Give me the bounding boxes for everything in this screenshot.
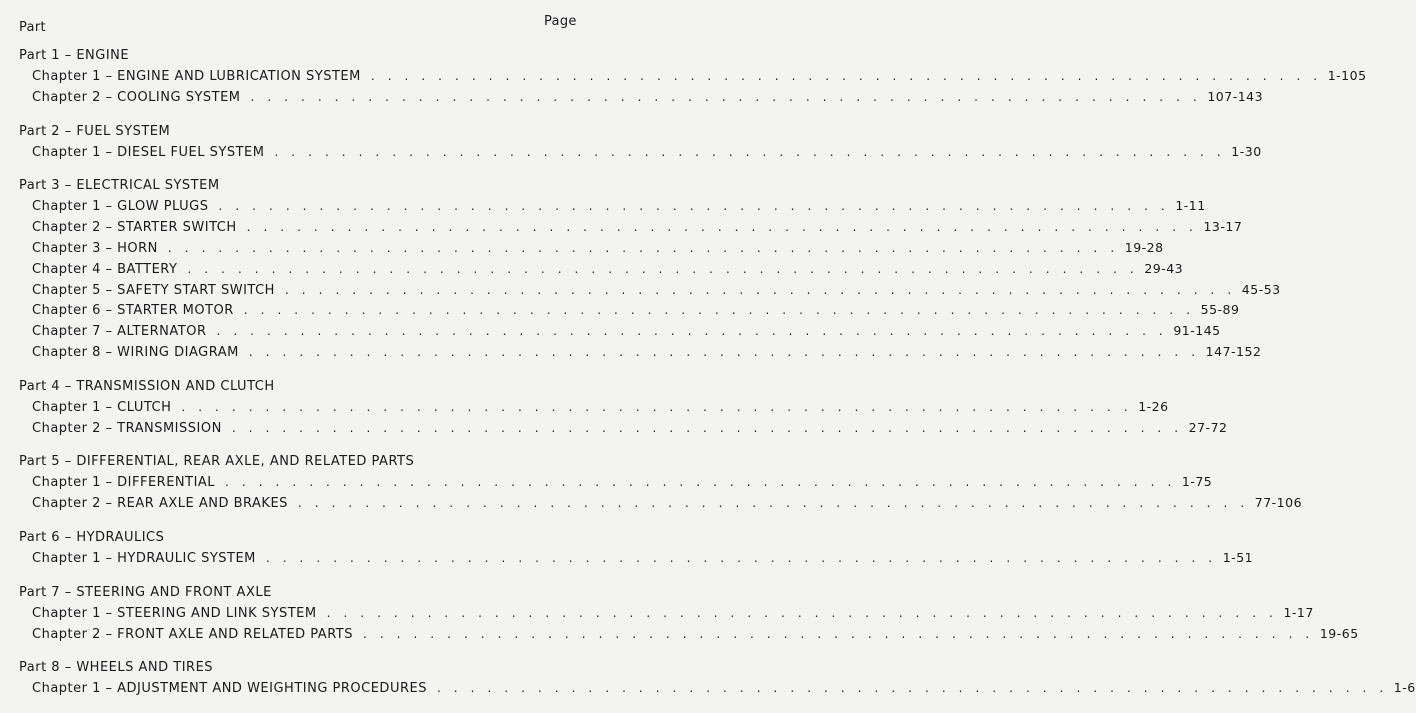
chapter-entry [19, 87, 1264, 108]
chapter-page-range: 147-152 [1205, 343, 1262, 359]
chapter-entry [19, 548, 1254, 569]
part-title: Part 7 – STEERING AND FRONT AXLE [19, 584, 272, 600]
chapter-page-range: 1-51 [1222, 549, 1254, 565]
toc-part [19, 583, 1359, 645]
part-column-header: Part [19, 20, 46, 35]
chapter-entry [19, 603, 1314, 624]
part-title: Part 8 – WHEELS AND TIRES [19, 660, 214, 676]
chapter-entry [19, 624, 1359, 645]
dot-leader: . . . . . . . . . . . . . . . . . . . . . . . . . . . . . . . . . . . . . . . . . . . . . . . . . . . . . . . . . [274, 144, 1226, 159]
page-column-header: Page [544, 14, 577, 29]
chapter-label: Chapter 8 – WIRING DIAGRAM [32, 344, 239, 360]
chapter-page-range: 29-43 [1144, 260, 1184, 276]
chapter-label: Chapter 6 – STARTER MOTOR [32, 303, 234, 319]
dot-leader: . . . . . . . . . . . . . . . . . . . . . . . . . . . . . . . . . . . . . . . . . . . . . . . . . . . . . . . . . [243, 303, 1195, 318]
dot-leader: . . . . . . . . . . . . . . . . . . . . . . . . . . . . . . . . . . . . . . . . . . . . . . . . . . . . . . . . . [248, 344, 1200, 359]
part-title: Part 4 – TRANSMISSION AND CLUTCH [19, 378, 275, 394]
chapter-entry [19, 493, 1303, 514]
dot-leader: . . . . . . . . . . . . . . . . . . . . . . . . . . . . . . . . . . . . . . . . . . . . . . . . . . . . . . . . . [181, 399, 1133, 414]
chapter-label: Chapter 1 – DIESEL FUEL SYSTEM [32, 144, 265, 160]
chapter-entry [19, 142, 1262, 163]
chapter-entry [19, 472, 1213, 493]
dot-leader: . . . . . . . . . . . . . . . . . . . . . . . . . . . . . . . . . . . . . . . . . . . . . . . . . . . . . . . . . [187, 261, 1139, 276]
chapter-label: Chapter 3 – HORN [32, 240, 158, 256]
dot-leader: . . . . . . . . . . . . . . . . . . . . . . . . . . . . . . . . . . . . . . . . . . . . . . . . . . . . . . . . . [250, 89, 1202, 104]
toc-part [19, 452, 1303, 514]
dot-leader: . . . . . . . . . . . . . . . . . . . . . . . . . . . . . . . . . . . . . . . . . . . . . . . . . . . . . . . . . [265, 550, 1217, 565]
dot-leader: . . . . . . . . . . . . . . . . . . . . . . . . . . . . . . . . . . . . . . . . . . . . . . . . . . . . . . . . . [216, 324, 1168, 339]
chapter-label: Chapter 2 – STARTER SWITCH [32, 220, 237, 236]
chapter-entry [19, 300, 1240, 321]
chapter-label: Chapter 1 – ADJUSTMENT AND WEIGHTING PROCEDURES [32, 681, 427, 697]
part-title: Part 3 – ELECTRICAL SYSTEM [19, 178, 220, 194]
chapter-entry [19, 397, 1169, 418]
chapter-page-range: 27-72 [1188, 419, 1228, 435]
chapter-page-range: 1-75 [1181, 474, 1213, 490]
chapter-label: Chapter 2 – REAR AXLE AND BRAKES [32, 496, 288, 512]
chapter-entry [19, 418, 1228, 439]
dot-leader: . . . . . . . . . . . . . . . . . . . . . . . . . . . . . . . . . . . . . . . . . . . . . . . . . . . . . . . . . [167, 240, 1119, 255]
chapter-page-range: 1-11 [1175, 198, 1206, 214]
chapter-entry [19, 342, 1262, 363]
dot-leader: . . . . . . . . . . . . . . . . . . . . . . . . . . . . . . . . . . . . . . . . . . . . . . . . . . . . . . . . . [370, 69, 1322, 83]
chapter-page-range: 55-89 [1200, 302, 1240, 318]
dot-leader: . . . . . . . . . . . . . . . . . . . . . . . . . . . . . . . . . . . . . . . . . . . . . . . . . . . . . . . . . [297, 496, 1249, 511]
dot-leader: . . . . . . . . . . . . . . . . . . . . . . . . . . . . . . . . . . . . . . . . . . . . . . . . . . . . . . . . . [231, 420, 1183, 435]
chapter-page-range: 107-143 [1207, 88, 1264, 104]
part-title: Part 6 – HYDRAULICS [19, 529, 165, 545]
chapter-page-range: 19-28 [1124, 239, 1164, 255]
toc-part [19, 176, 1281, 362]
chapter-label: Chapter 4 – BATTERY [32, 261, 178, 277]
toc-part [19, 122, 1262, 163]
toc-part [19, 377, 1228, 439]
chapter-entry [19, 217, 1243, 238]
dot-leader: . . . . . . . . . . . . . . . . . . . . . . . . . . . . . . . . . . . . . . . . . . . . . . . . . . . . . . . . . [362, 626, 1314, 641]
chapter-label: Chapter 1 – STEERING AND LINK SYSTEM [32, 605, 317, 621]
chapter-page-range: 1-17 [1283, 604, 1314, 620]
dot-leader: . . . . . . . . . . . . . . . . . . . . . . . . . . . . . . . . . . . . . . . . . . . . . . . . . . . . . . . . . [284, 282, 1236, 297]
chapter-label: Chapter 2 – FRONT AXLE AND RELATED PARTS [32, 626, 353, 642]
chapter-label: Chapter 7 – ALTERNATOR [32, 324, 207, 340]
chapter-label: Chapter 1 – HYDRAULIC SYSTEM [32, 550, 256, 566]
chapter-entry [19, 321, 1221, 342]
chapter-page-range: 1-30 [1231, 143, 1262, 159]
toc-part [19, 658, 1416, 699]
chapter-page-range: 1-6 [1393, 680, 1416, 696]
chapter-page-range: 1-26 [1138, 398, 1169, 414]
chapter-entry [19, 280, 1281, 301]
chapter-page-range: 13-17 [1203, 219, 1243, 235]
chapter-label: Chapter 2 – COOLING SYSTEM [32, 89, 241, 105]
part-title: Part 1 – ENGINE [19, 48, 130, 63]
table-of-contents [19, 46, 1416, 713]
chapter-label: Chapter 1 – ENGINE AND LUBRICATION SYSTEM [32, 69, 361, 84]
dot-leader: . . . . . . . . . . . . . . . . . . . . . . . . . . . . . . . . . . . . . . . . . . . . . . . . . . . . . . . . . [218, 199, 1170, 214]
toc-part [19, 46, 1367, 108]
chapter-label: Chapter 1 – DIFFERENTIAL [32, 475, 216, 491]
part-title: Part 2 – FUEL SYSTEM [19, 123, 171, 139]
chapter-label: Chapter 5 – SAFETY START SWITCH [32, 282, 275, 298]
chapter-label: Chapter 1 – GLOW PLUGS [32, 199, 209, 215]
chapter-label: Chapter 1 – CLUTCH [32, 399, 172, 415]
chapter-page-range: 77-106 [1254, 495, 1303, 511]
dot-leader: . . . . . . . . . . . . . . . . . . . . . . . . . . . . . . . . . . . . . . . . . . . . . . . . . . . . . . . . . [436, 681, 1388, 696]
chapter-page-range: 19-65 [1319, 625, 1359, 641]
chapter-page-range: 1-105 [1327, 68, 1367, 83]
chapter-entry [19, 66, 1367, 87]
dot-leader: . . . . . . . . . . . . . . . . . . . . . . . . . . . . . . . . . . . . . . . . . . . . . . . . . . . . . . . . . [246, 220, 1198, 235]
dot-leader: . . . . . . . . . . . . . . . . . . . . . . . . . . . . . . . . . . . . . . . . . . . . . . . . . . . . . . . . . [225, 475, 1176, 490]
chapter-entry [19, 678, 1416, 699]
chapter-entry [19, 196, 1206, 217]
toc-part [19, 528, 1254, 569]
chapter-page-range: 45-53 [1241, 281, 1281, 297]
dot-leader: . . . . . . . . . . . . . . . . . . . . . . . . . . . . . . . . . . . . . . . . . . . . . . . . . . . . . . . . . [326, 605, 1278, 620]
chapter-entry [19, 259, 1184, 280]
chapter-page-range: 91-145 [1173, 323, 1221, 339]
chapter-entry [19, 238, 1164, 259]
chapter-label: Chapter 2 – TRANSMISSION [32, 420, 222, 436]
part-title: Part 5 – DIFFERENTIAL, REAR AXLE, AND RELATED PARTS [19, 454, 415, 470]
